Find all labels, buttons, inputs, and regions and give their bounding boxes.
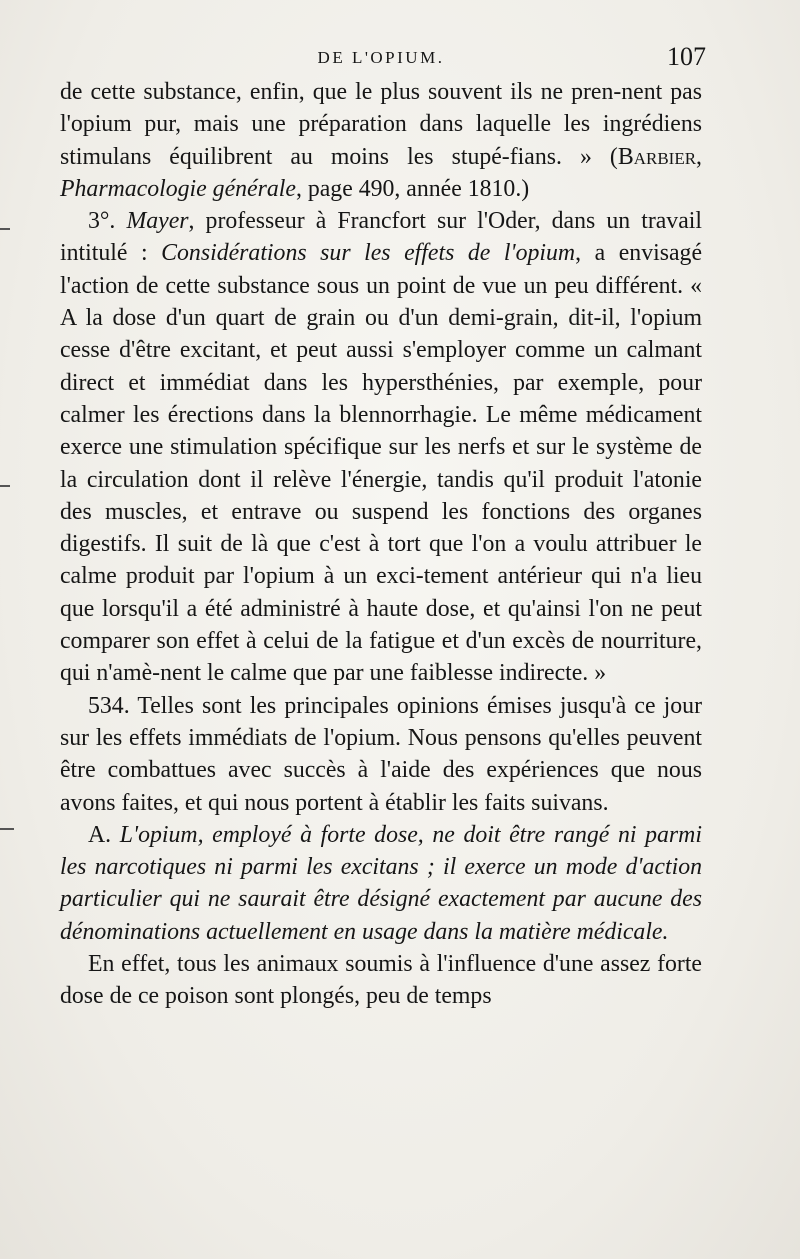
page-number: 107 <box>667 42 706 71</box>
paragraph-proposition-a: A. L'opium, employé à forte dose, ne doit être rangé ni parmi les narcotiques ni parmi les excitans ; il exerce un mode d'action particulier qui ne saurait être désigné exactement par aucune des dénominations actuellement en usage dans la matière médicale. <box>60 821 702 945</box>
page-header <box>60 40 706 76</box>
work-title: Considérations sur les effets de l'opium <box>161 240 576 267</box>
margin-mark <box>0 828 14 830</box>
body-text <box>60 76 702 1013</box>
paragraph-534: 534. Telles sont les principales opinions émises jusqu'à ce jour sur les effets immédiats de l'opium. Nous pensons qu'elles peuvent être combattues avec succès à l'aide des expériences que nous avons faites, et qui nous portent à établir les faits suivans. <box>60 692 702 816</box>
paragraph-mayer: 3°. Mayer, professeur à Francfort sur l'Oder, dans un travail intitulé : Considérations sur les effets de l'opium, a envisagé l'action de cette substance sous un point de vue un peu différent. « A la dose d'un quart de grain ou d'un demi-grain, dit-il, l'opium cesse d'être excitant, et peut aussi s'employer comme un calmant direct et immédiat dans les hypersthénies, par exemple, pour calmer les érections dans la blennorrhagie. Le même médicament exerce une stimulation spécifique sur les nerfs et sur le système de la circulation dont il relève l'énergie, tandis qu'il produit l'atonie des muscles, et entrave ou suspend les fonctions des organes digestifs. Il suit de là que c'est à tort que l'on a voulu attribuer le calme produit par l'opium à un exci-tement antérieur qui n'a lieu que lorsqu'il a été administré à haute dose, et qu'ainsi l'on ne peut comparer son effet à celui de la fatigue et d'un excès de nourriture, qui n'amè-nent le calme que par une faiblesse indirecte. » <box>60 208 703 687</box>
paragraph-barbier-quote-end: de cette substance, enfin, que le plus souvent ils ne pren-nent pas l'opium pur, mais une préparation dans laquelle les ingrédiens stimulans équilibrent au moins les stupé-fians. » (Barbier, Pharmacologie générale, page 490, année 1810.) <box>60 79 702 202</box>
margin-mark <box>0 228 10 230</box>
work-title: Pharmacologie générale <box>60 175 296 202</box>
author-name: Mayer <box>126 208 189 235</box>
running-title: DE L'OPIUM. <box>317 48 445 67</box>
margin-mark <box>0 485 10 487</box>
paragraph-en-effet: En effet, tous les animaux soumis à l'influence d'une assez forte dose de ce poison sont plongés, peu de temps <box>60 951 702 1010</box>
proposition-text: L'opium, employé à forte dose, ne doit être rangé ni parmi les narcotiques ni parmi les excitans ; il exerce un mode d'action particulier qui ne saurait être désigné exactement par aucune des dénominations actuellement en usage dans la matière médicale. <box>60 821 702 945</box>
author-name: Barbier <box>617 143 697 170</box>
